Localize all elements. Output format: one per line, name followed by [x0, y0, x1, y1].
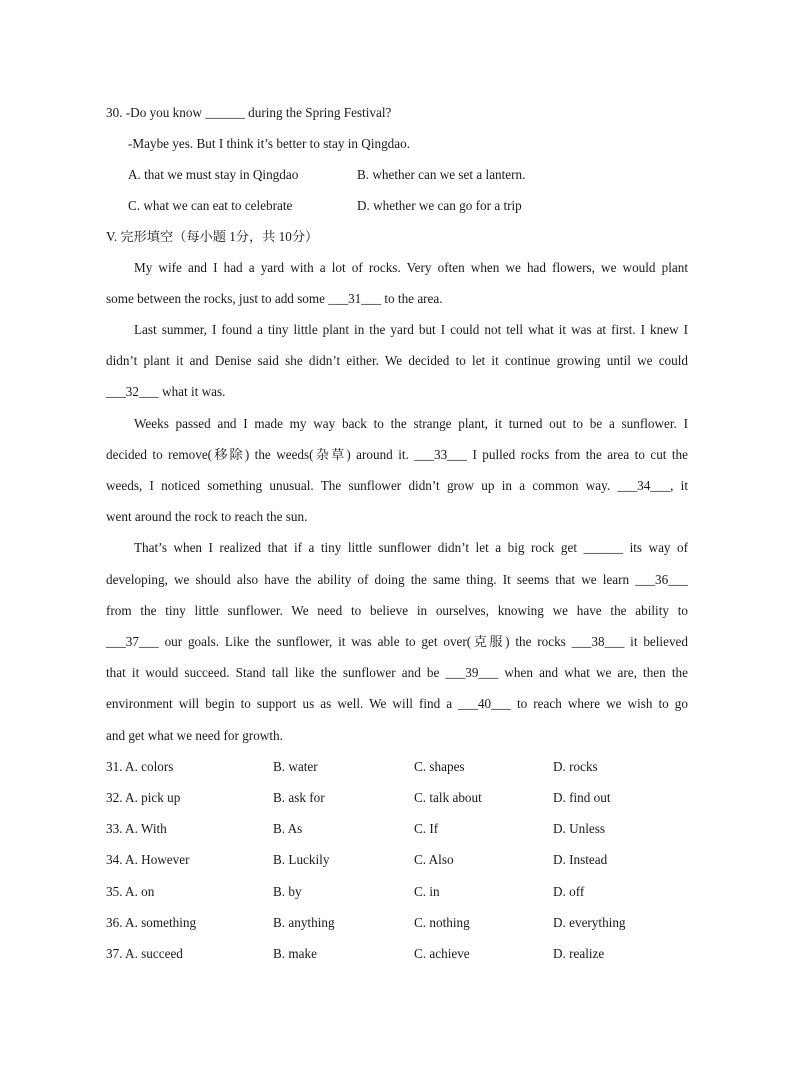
- question-30-reply: -Maybe yes. But I think it’s better to stay in Qingdao.: [128, 136, 411, 151]
- answer-number: 32. A. pick up: [106, 790, 181, 805]
- passage-line: from the tiny little sunflower. We need to believe in ourselves, knowing we have the ability to: [106, 603, 688, 618]
- answer-option: C. If: [414, 821, 439, 836]
- answer-option: D. Unless: [553, 821, 606, 836]
- question-30-option-d: D. whether we can go for a trip: [357, 198, 522, 213]
- passage-line: ___32___ what it was.: [106, 384, 226, 399]
- passage-line: and get what we need for growth.: [106, 728, 283, 743]
- answer-option: B. by: [273, 884, 302, 899]
- answer-option: C. in: [414, 884, 440, 899]
- question-30-option-c: C. what we can eat to celebrate: [128, 198, 293, 213]
- passage-line: environment will begin to support us as well. We will find a ___40___ to reach where we wish to go: [106, 696, 688, 711]
- passage-line: that it would succeed. Stand tall like the sunflower and be ___39___ when and what we are, then the: [106, 665, 688, 680]
- answer-number: 36. A. something: [106, 915, 197, 930]
- answer-option: B. Luckily: [273, 852, 330, 867]
- answer-option: B. water: [273, 759, 318, 774]
- answer-option: D. everything: [553, 915, 626, 930]
- answer-option: D. realize: [553, 946, 605, 961]
- answer-option: B. ask for: [273, 790, 325, 805]
- passage-line: Last summer, I found a tiny little plant in the yard but I could not tell what it was at first. I knew I: [134, 322, 688, 337]
- answer-number: 35. A. on: [106, 884, 155, 899]
- question-30-option-b: B. whether can we set a lantern.: [357, 167, 526, 182]
- answer-number: 31. A. colors: [106, 759, 174, 774]
- question-30: 30. -Do you know ______ during the Spring Festival?: [106, 105, 392, 120]
- passage-line: That’s when I realized that if a tiny little sunflower didn’t let a big rock get ______ its way of: [134, 540, 688, 555]
- answer-option: C. talk about: [414, 790, 482, 805]
- answer-option: D. Instead: [553, 852, 608, 867]
- answer-number: 34. A. However: [106, 852, 190, 867]
- answer-option: C. nothing: [414, 915, 470, 930]
- answer-number: 37. A. succeed: [106, 946, 183, 961]
- passage-line: some between the rocks, just to add some ___31___ to the area.: [106, 291, 443, 306]
- passage-line: went around the rock to reach the sun.: [106, 509, 308, 524]
- passage-line: weeds, I noticed something unusual. The sunflower didn’t grow up in a common way. ___34___, it: [106, 478, 688, 493]
- passage-line: decided to remove(移除) the weeds(杂草) around it. ___33___ I pulled rocks from the area to cut the: [106, 447, 688, 462]
- answer-option: D. find out: [553, 790, 611, 805]
- section-title: V. 完形填空（每小题 1分，共 10分）: [106, 229, 319, 244]
- answer-option: D. rocks: [553, 759, 598, 774]
- passage-line: My wife and I had a yard with a lot of rocks. Very often when we had flowers, we would plant: [134, 260, 688, 275]
- passage-line: Weeks passed and I made my way back to the strange plant, it turned out to be a sunflower. I: [134, 416, 688, 431]
- question-30-option-a: A. that we must stay in Qingdao: [128, 167, 299, 182]
- answer-option: B. make: [273, 946, 317, 961]
- answer-option: B. As: [273, 821, 303, 836]
- answer-option: C. shapes: [414, 759, 465, 774]
- passage-line: developing, we should also have the ability of doing the same thing. It seems that we learn ___36___: [106, 572, 688, 587]
- answer-number: 33. A. With: [106, 821, 167, 836]
- answer-option: B. anything: [273, 915, 335, 930]
- passage-line: didn’t plant it and Denise said she didn’t either. We decided to let it continue growing until we could: [106, 353, 688, 368]
- answer-option: C. achieve: [414, 946, 470, 961]
- answer-option: C. Also: [414, 852, 454, 867]
- passage-line: ___37___ our goals. Like the sunflower, it was able to get over(克服) the rocks ___38___ it believed: [106, 634, 688, 649]
- answer-option: D. off: [553, 884, 585, 899]
